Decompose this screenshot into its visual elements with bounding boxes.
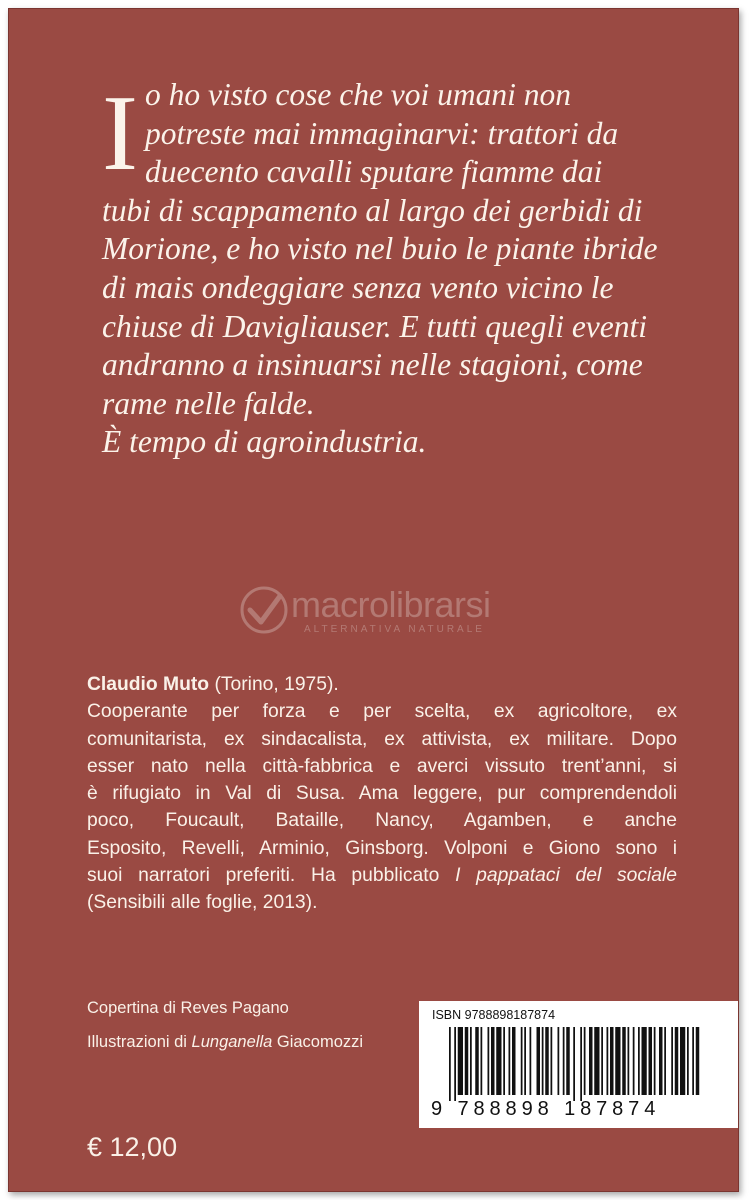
illus-name-italic: Lunganella <box>191 1033 273 1051</box>
barcode-bar <box>671 1027 673 1095</box>
barcode-bar <box>696 1027 700 1095</box>
bio-line: (Sensibili alle foglie, 2013). <box>87 892 318 914</box>
barcode-bar <box>563 1027 565 1095</box>
price: € 12,00 <box>87 1132 178 1162</box>
quote-line: rame nelle falde. <box>102 385 315 421</box>
quote-line: di mais ondeggiare senza vento vicino le <box>102 269 614 305</box>
quote-line: potreste mai immaginarvi: trattori da <box>145 115 619 151</box>
barcode-bar <box>654 1027 656 1095</box>
barcode-bar <box>512 1027 516 1095</box>
barcode-bar <box>615 1027 620 1095</box>
isbn-label: ISBN 9788898187874 <box>432 1008 556 1022</box>
barcode-bar <box>458 1027 463 1095</box>
barcode-bar <box>503 1027 505 1095</box>
barcode-bar <box>470 1027 472 1095</box>
quote-line: Morione, e ho visto nel buio le piante ibride <box>102 231 658 267</box>
barcode-bar <box>449 1027 451 1101</box>
barcode-bar <box>542 1027 544 1095</box>
author-origin: (Torino, 1975). <box>209 674 339 695</box>
watermark-tagline: ALTERNATIVA NATURALE <box>304 624 485 635</box>
quote-line: tubi di scappamento al largo dei gerbidi di <box>102 192 643 228</box>
barcode-bar <box>454 1027 456 1101</box>
barcode-bar <box>594 1027 599 1095</box>
quote-line: duecento cavalli sputare fiamme dai <box>145 154 603 190</box>
barcode-bar <box>692 1027 694 1095</box>
barcode-bar <box>584 1027 586 1095</box>
drop-cap: I <box>102 74 138 193</box>
barcode-bar <box>530 1027 532 1095</box>
book-back-cover <box>8 8 739 1192</box>
barcode-bar <box>659 1027 663 1095</box>
barcode-bar <box>622 1027 626 1095</box>
barcode-bar <box>509 1027 511 1095</box>
barcode-bar <box>607 1027 609 1095</box>
bio-line <box>87 862 677 889</box>
barcode-digits: 9 788898 187874 <box>431 1098 661 1120</box>
book-title: I pappataci del sociale <box>455 865 677 887</box>
bio-line: poco, Foucault, Bataille, Nancy, Agamben, e anche <box>87 810 677 832</box>
barcode-bar <box>649 1027 653 1095</box>
author-name: Claudio Muto <box>87 674 210 695</box>
barcode-bar <box>664 1027 666 1095</box>
cover-credit: Copertina di Reves Pagano <box>87 999 289 1017</box>
barcode-bar <box>610 1027 614 1095</box>
author-heading <box>87 671 677 698</box>
quote-line: chiuse di Davigliauser. E tutti quegli eventi <box>102 308 648 344</box>
barcode-bar <box>496 1027 501 1095</box>
bio-line: è rifugiato in Val di Susa. Ama leggere, pur comprendendoli <box>87 783 677 805</box>
quote-line: o ho visto cose che voi umani non <box>145 77 572 112</box>
barcode-bar <box>638 1027 640 1095</box>
illustration-credit <box>87 1033 363 1052</box>
leaf-check-icon <box>236 582 292 638</box>
illus-prefix: Illustrazioni di <box>87 1033 192 1051</box>
barcode-bar <box>521 1027 523 1095</box>
barcode-bar <box>566 1027 570 1095</box>
barcode-bar <box>537 1027 541 1095</box>
barcode-bar <box>475 1027 479 1095</box>
watermark-brand: macrolibrarsi <box>291 584 491 625</box>
bio-line: esser nato nella città-fabbrica e averci vissuto trent’anni, si <box>87 755 677 777</box>
barcode-bar <box>687 1027 689 1095</box>
bio-line: Esposito, Revelli, Arminio, Ginsborg. Volponi e Giono sono i <box>87 837 677 859</box>
barcode-panel <box>419 1001 738 1128</box>
barcode-bar <box>642 1027 647 1095</box>
barcode-bar <box>524 1027 526 1095</box>
barcode-bar <box>558 1027 560 1095</box>
barcode-bar <box>628 1027 630 1095</box>
quote-line: È tempo di agroindustria. <box>102 424 427 460</box>
bio-text: suoi narratori preferiti. Ha pubblicato <box>87 865 456 887</box>
barcode-bar <box>551 1027 553 1095</box>
illus-suffix: Giacomozzi <box>272 1033 364 1051</box>
barcode-bar <box>680 1027 685 1095</box>
barcode-bar <box>589 1027 593 1095</box>
watermark-logo <box>236 582 536 642</box>
quote-line: andranno a insinuarsi nelle stagioni, come <box>102 347 643 383</box>
barcode-bar <box>601 1027 603 1095</box>
barcode-bars <box>449 1027 709 1101</box>
barcode-bar <box>573 1027 575 1101</box>
cover-quote <box>102 76 702 462</box>
barcode-bar <box>633 1027 635 1095</box>
barcode-bar <box>675 1027 679 1095</box>
author-bio <box>87 671 677 917</box>
barcode-bar <box>580 1027 582 1101</box>
barcode-bar <box>545 1027 549 1095</box>
bio-line: comunitarista, ex sindacalista, ex attivista, ex militare. Dopo <box>87 728 677 750</box>
barcode-bar <box>488 1027 490 1095</box>
barcode-bar <box>491 1027 495 1095</box>
barcode-bar <box>481 1027 483 1095</box>
barcode-bar <box>465 1027 469 1095</box>
bio-line: Cooperante per forza e per scelta, ex agricoltore, ex <box>87 701 677 723</box>
